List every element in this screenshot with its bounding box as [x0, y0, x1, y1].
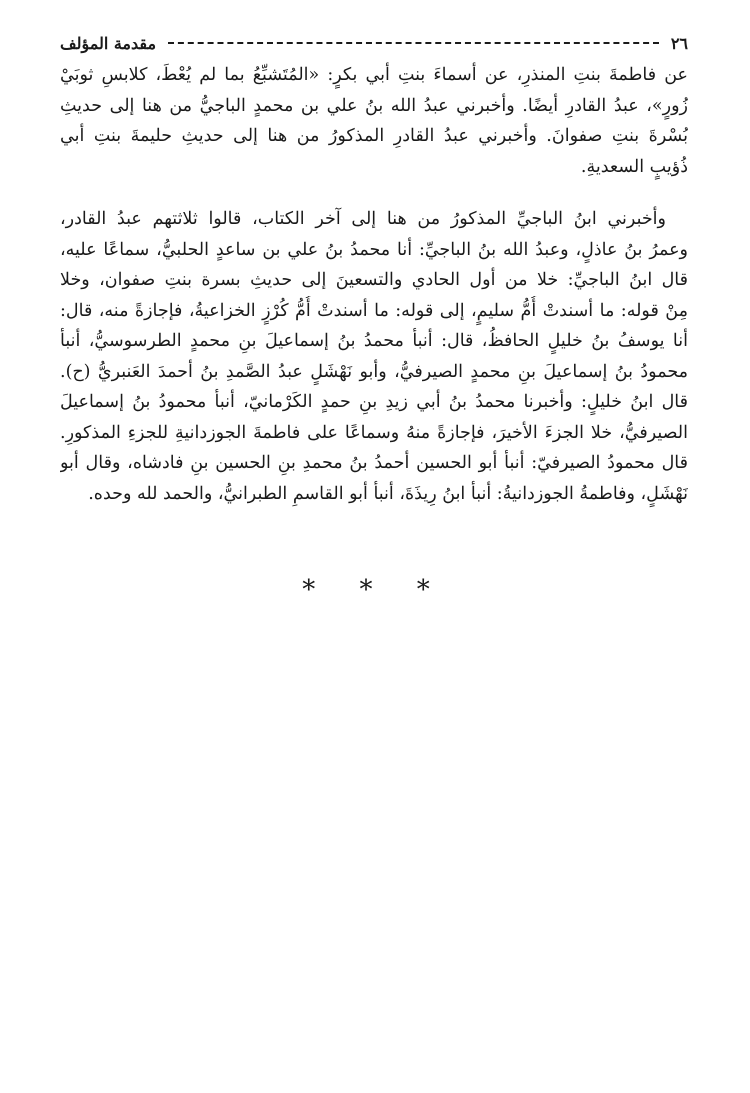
- text-line: مِنْ قوله: ما أسندتْ أُمُّ سليمٍ، إلى قوله: ما أسندتْ أُمُّ كُرْزٍ الخزاعيةُ، فإجازةً منه، قال:: [60, 300, 688, 321]
- paragraph-1: [60, 60, 688, 182]
- text-line: قال محمودُ الصيرفيّ: أنبأ أبو الحسين أحمدُ بنُ محمدِ بنِ الحسين بنِ فادشاه، وقال أبو: [60, 453, 688, 473]
- page-header: [60, 30, 688, 56]
- text-line: بُسْرةَ بنتِ صفوانَ. وأخبرني عبدُ القادرِ المذكورُ من هنا إلى حديثِ حليمةَ بنتِ أبي: [60, 126, 688, 146]
- paragraph-2: [60, 204, 688, 509]
- text-line: قال ابنُ الباجيِّ: خلا من أول الحادي والتسعينَ إلى حديثِ بسرة بنتِ صفوان، وخلا: [60, 270, 688, 290]
- running-title: مقدمة المؤلف: [60, 33, 157, 53]
- text-line: الصيرفيُّ، خلا الجزءَ الأخيرَ، فإجازةً منهُ وسماعًا على فاطمةَ الجوزدانيةِ للجزءِ المذكورِ.: [60, 422, 688, 443]
- page-number: ٢٦: [670, 33, 688, 53]
- text-line: محمودُ بنُ إسماعيلَ بنِ محمدٍ الصيرفيُّ، وأبو نَهْشَلٍ عبدُ الصَّمدِ بنُ أحمدَ العَنبريُّ (ح).: [60, 361, 688, 382]
- text-line: وأخبرني ابنُ الباجيِّ المذكورُ من هنا إلى آخر الكتاب، قالوا ثلاثتهم عبدُ القادر،: [60, 209, 666, 229]
- text-line: قال ابنُ خليلٍ: وأخبرنا محمدُ بنُ أبي زيدِ بنِ حمدٍ الكَرْمانيّ، أنبأ محمودُ بنُ إسماعيلَ: [60, 392, 688, 412]
- section-end-ornament: * * *: [302, 575, 448, 605]
- header-rule: [168, 42, 659, 44]
- paragraph-gap: [60, 182, 688, 204]
- text-line: وعمرُ بنُ عاذلٍ، وعبدُ الله بنُ الباجيِّ: أنا محمدُ بنُ علي بن ساعدٍ الحلبيُّ، سماعًا عليه،: [60, 239, 688, 260]
- page-body: [60, 60, 688, 509]
- text-line: ذُؤيبٍ السعديةِ.: [580, 156, 688, 177]
- text-line: أنا يوسفُ بنُ خليلٍ الحافظُ، قال: أنبأ محمدُ بنُ إسماعيلَ بنِ محمدٍ الطرسوسيُّ، أنبأ: [60, 331, 688, 351]
- text-line: عن فاطمةَ بنتِ المنذرِ، عن أسماءَ بنتِ أبي بكرٍ: «المُتَشبِّعُ بما لم يُعْطَ، كلابسِ ثوبَيْ: [60, 65, 688, 85]
- text-line: زُورٍ»، عبدُ القادرِ أيضًا. وأخبرني عبدُ الله بنُ علي بن محمدٍ الباجيُّ من هنا إلى حديثِ: [60, 95, 688, 116]
- text-line: نَهْشَلٍ، وفاطمةُ الجوزدانيةُ: أنبأ ابنُ رِيذَةَ، أنبأ أبو القاسمِ الطبرانيُّ، والحمد لله وحده.: [88, 483, 688, 504]
